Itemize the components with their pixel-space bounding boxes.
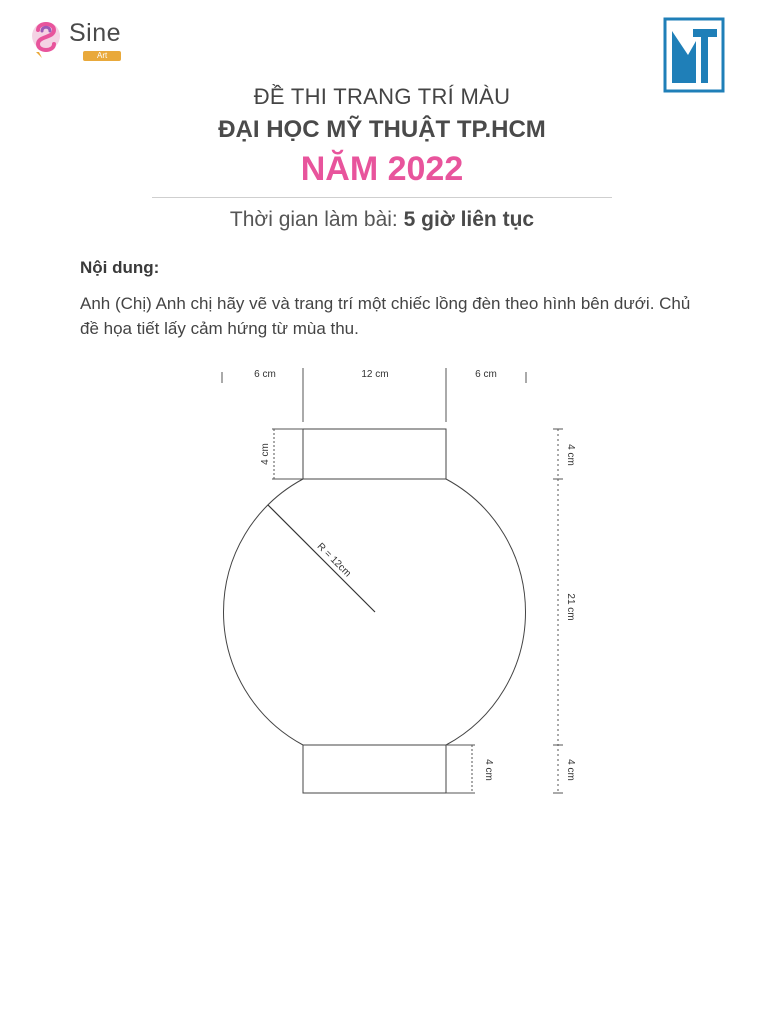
brand-name: Sine: [69, 19, 122, 47]
content-body: Anh (Chị) Anh chị hãy vẽ và trang trí một chiếc lồng đèn theo hình bên dưới. Chủ đề họa tiết lấy cảm hứng từ mùa thu.: [80, 294, 691, 338]
dim-right-bottom: 4 cm: [565, 759, 576, 781]
dim-left-width: 6 cm: [254, 369, 276, 380]
exam-title: ĐỀ THI TRANG TRÍ MÀU: [253, 84, 511, 109]
duration-label: Thời gian làm bài:: [229, 208, 398, 231]
university-name: ĐẠI HỌC MỸ THUẬT TP.HCM: [218, 116, 546, 143]
bottom-cap: [303, 745, 446, 793]
top-cap: [303, 429, 446, 479]
brand-sub: Art: [83, 51, 121, 61]
dim-bottom-cap: 4 cm: [483, 759, 494, 781]
dim-right-top: 4 cm: [565, 444, 576, 466]
dim-top-cap: 4 cm: [260, 443, 271, 465]
duration-value: 5 giờ liên tục: [403, 208, 535, 231]
dim-right-middle: 21 cm: [565, 593, 576, 621]
radius-line: [268, 505, 375, 612]
body-left-arc: [223, 479, 303, 745]
dim-center-width: 12 cm: [361, 369, 389, 380]
exam-year: NĂM 2022: [300, 150, 464, 188]
body-right-arc: [446, 479, 526, 745]
radius-label: R = 12cm: [314, 541, 353, 580]
content-title: Nội dung:: [80, 258, 160, 277]
dim-right-width: 6 cm: [475, 369, 497, 380]
